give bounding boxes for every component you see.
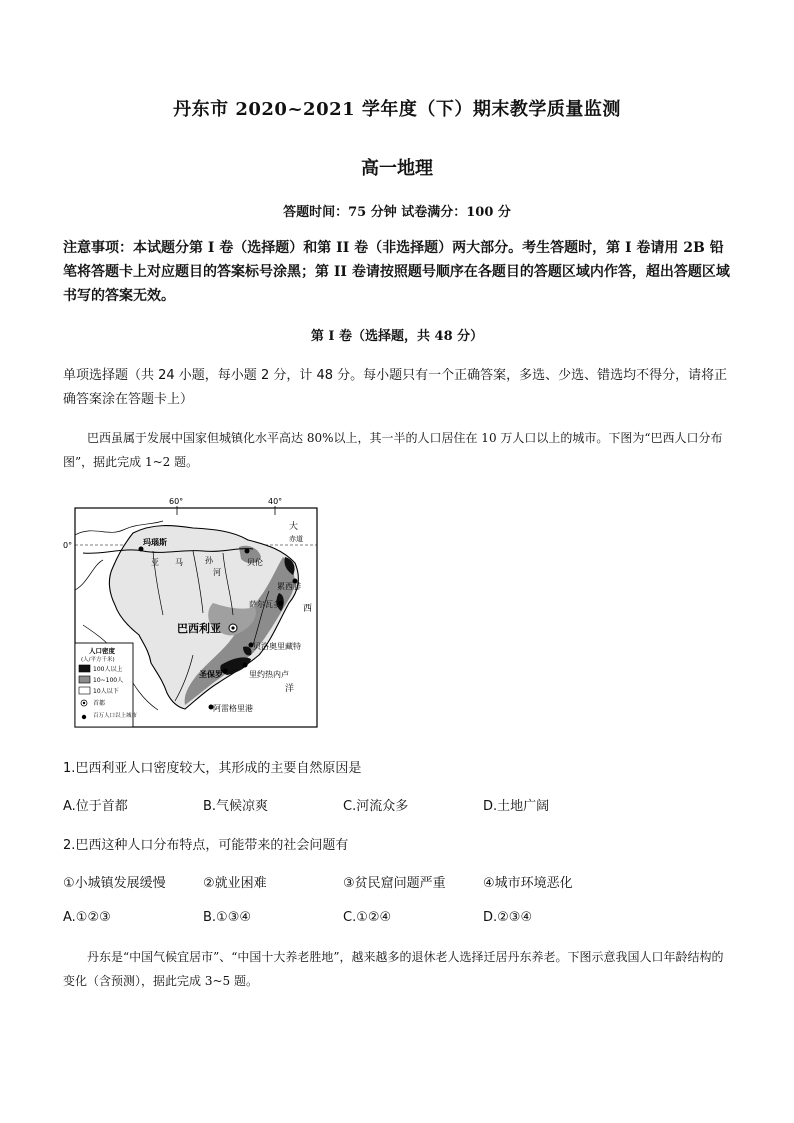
q2-option-d: D.②③④	[483, 910, 533, 925]
svg-text:玛瑙斯: 玛瑙斯	[143, 538, 167, 547]
q2-item-2: ②就业困难	[203, 876, 267, 891]
brazil-population-map	[63, 495, 319, 729]
svg-text:马: 马	[175, 558, 183, 567]
svg-text:首都: 首都	[93, 700, 106, 707]
lat-label-0: 0°	[63, 541, 73, 550]
svg-text:亚: 亚	[151, 558, 159, 567]
exam-title: 丹东市 2020~2021 学年度（下）期末教学质量监测	[173, 99, 621, 120]
svg-text:里约热内卢: 里约热内卢	[249, 670, 289, 679]
exam-meta: 答题时间：75 分钟 试卷满分：100 分	[283, 205, 511, 220]
q1-option-a: A.位于首都	[63, 799, 128, 814]
q2-option-c: C.①②④	[343, 910, 392, 925]
svg-text:(人/平方千米): (人/平方千米)	[81, 657, 115, 663]
question-1-stem: 1.巴西利亚人口密度较大，其形成的主要自然原因是	[63, 761, 362, 776]
q2-item-4: ④城市环境恶化	[483, 876, 573, 891]
svg-text:贝洛奥里藏特: 贝洛奥里藏特	[253, 642, 301, 651]
q2-option-b: B.①③④	[203, 910, 252, 925]
svg-text:100人以上: 100人以上	[93, 666, 123, 673]
subject-title: 高一地理	[361, 158, 433, 179]
svg-text:阿雷格里港: 阿雷格里港	[213, 704, 253, 713]
instructions-paragraph: 单项选择题（共 24 小题，每小题 2 分，计 48 分。每小题只有一个正确答案，多选、少选、错选均不得分，请将正确答案涂在答题卡上）	[63, 368, 728, 407]
svg-text:洋: 洋	[285, 684, 295, 694]
svg-text:累西腓: 累西腓	[277, 582, 301, 591]
city-porto-alegre	[209, 703, 254, 713]
notice-paragraph: 注意事项：本试题分第 I 卷（选择题）和第 II 卷（非选择题）两大部分。考生答题时，第 I 卷请用 2B 铅笔将答题卡上对应题目的答案标号涂黑；第 II 卷请按照题号顺序在各题目的答题区域内作答，超出答题区域书写的答案无效。	[63, 240, 730, 304]
svg-text:人口密度: 人口密度	[89, 647, 115, 655]
svg-text:萨尔瓦多: 萨尔瓦多	[249, 600, 281, 609]
svg-text:西: 西	[303, 604, 313, 614]
svg-text:贝伦: 贝伦	[247, 558, 263, 567]
lon-label-40: 40°	[268, 497, 283, 506]
question-2-stem: 2.巴西这种人口分布特点，可能带来的社会问题有	[63, 838, 349, 853]
equator-label: 赤道	[289, 535, 303, 543]
svg-text:10人以下: 10人以下	[93, 688, 119, 695]
svg-text:孙: 孙	[205, 556, 213, 565]
q2-item-1: ①小城镇发展缓慢	[63, 876, 166, 891]
map-legend	[75, 643, 138, 727]
svg-text:大: 大	[289, 522, 299, 532]
q1-option-b: B.气候凉爽	[203, 799, 269, 814]
city-belo-horizonte	[249, 641, 302, 651]
svg-text:圣保罗: 圣保罗	[199, 670, 223, 679]
q1-option-c: C.河流众多	[343, 799, 409, 814]
svg-text:河: 河	[213, 568, 221, 577]
city-salvador	[249, 599, 284, 609]
lon-label-60: 60°	[169, 497, 184, 506]
section-title: 第 I 卷（选择题，共 48 分）	[310, 329, 484, 344]
svg-text:百万人口以上城市: 百万人口以上城市	[93, 713, 138, 719]
passage-2: 丹东是“中国气候宜居市”、“中国十大养老胜地”，越来越多的退休老人选择迁居丹东养老。下图示意我国人口年龄结构的变化（含预测），据此完成 3~5 题。	[63, 950, 724, 988]
q1-option-d: D.土地广阔	[483, 799, 550, 814]
q2-item-3: ③贫民窟问题严重	[343, 876, 446, 891]
passage-1: 巴西虽属于发展中国家但城镇化水平高达 80%以上，其一半的人口居住在 10 万人口以上的城市。下图为“巴西人口分布图”，据此完成 1~2 题。	[63, 431, 723, 469]
svg-text:巴西利亚: 巴西利亚	[177, 622, 221, 635]
svg-text:10~100人: 10~100人	[93, 677, 124, 684]
q2-option-a: A.①②③	[63, 910, 111, 925]
